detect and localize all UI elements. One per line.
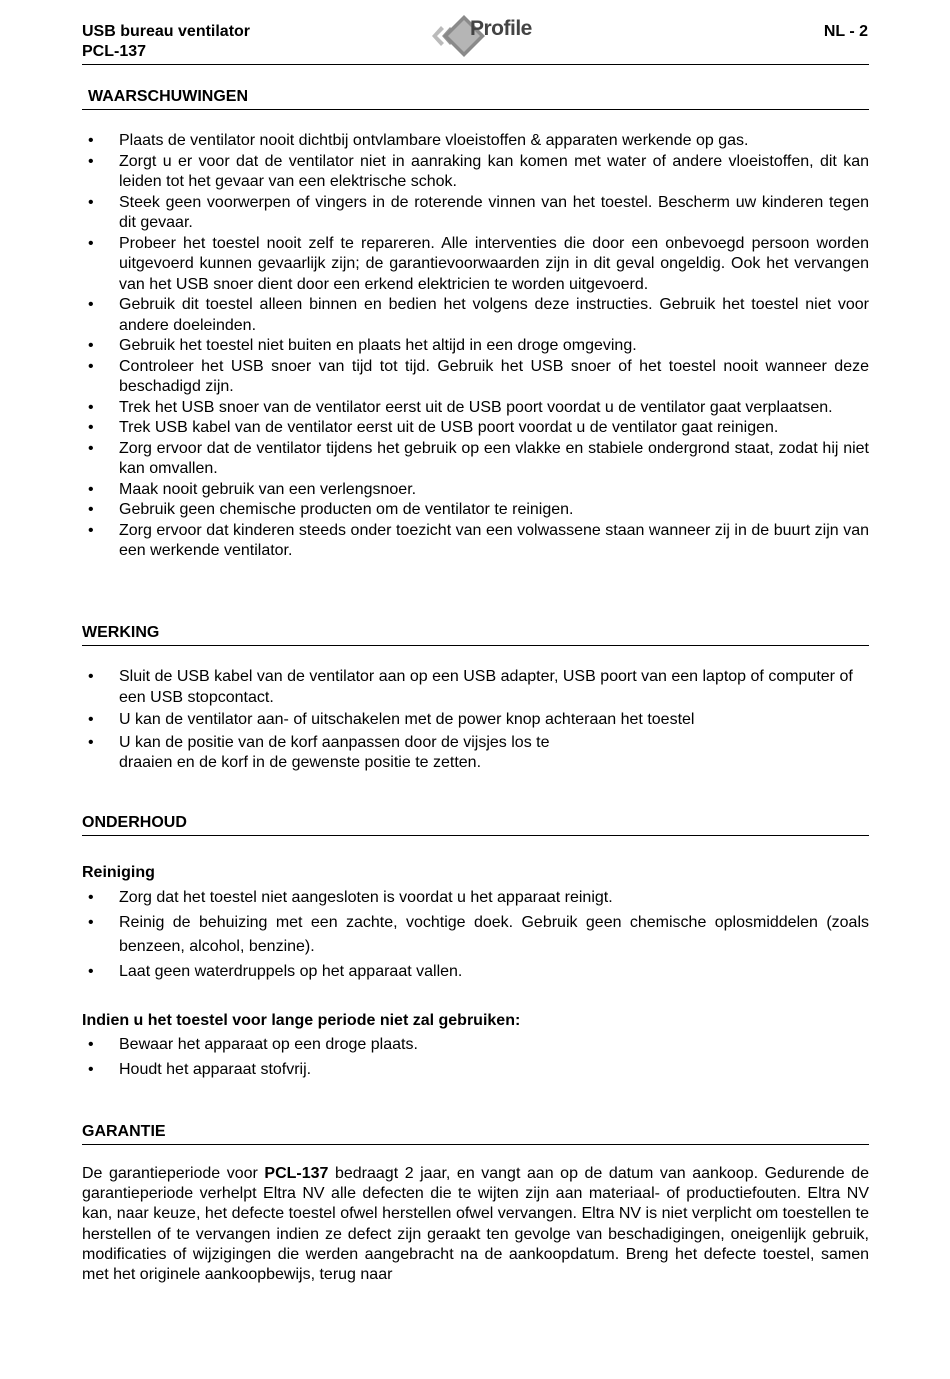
- list-item: • Zorg ervoor dat de ventilator tijdens het gebruik op een vlakke en stabiele ondergrond staat, zodat hij niet kan omvallen.: [82, 439, 869, 480]
- list-item: • Zorg ervoor dat kinderen steeds onder toezicht van een volwassene staan wanneer zij in de buurt zijn van een werkende ventilator.: [82, 521, 869, 562]
- cleaning-list: [82, 886, 869, 984]
- product-title: [82, 22, 250, 62]
- warnings-list: [82, 131, 869, 562]
- list-item: • Zorgt u er voor dat de ventilator niet in aanraking kan komen met water of andere vloeistoffen, dit kan leiden tot het gevaar van een elektrische schok.: [82, 152, 869, 193]
- list-item: • Bewaar het apparaat op een droge plaats.: [82, 1033, 869, 1058]
- warranty-text-rest: bedraagt 2 jaar, en vangt aan op de datum van aankoop. Gedurende de garantieperiode verhelpt Eltra NV alle defecten die te wijten zijn aan materiaal- of productiefouten. Eltra NV kan, naar keuze, het defecte toestel ofwel herstellen ofwel vervangen. Eltra NV is niet verplicht om toestellen te herstellen of te vervangen indien ze defect zijn geraakt ten gevolge van beschadigingen, oneigenlijk gebruik, modificaties of wijzigingen die werden aangebracht na de aankoopdatum. Breng het defecte toestel, samen met het originele aankoopbewijs, terug naar: [82, 1165, 870, 1284]
- section-heading-warnings: WAARSCHUWINGEN: [82, 87, 869, 110]
- profile-logo: [428, 12, 548, 62]
- page-number: NL - 2: [823, 23, 868, 40]
- list-item: • Maak nooit gebruik van een verlengsnoer.: [82, 480, 869, 501]
- logo-text: Profile: [470, 17, 532, 40]
- warranty-paragraph: [82, 1164, 869, 1285]
- product-name: USB bureau ventilator: [82, 23, 251, 40]
- list-item: • Gebruik het toestel niet buiten en plaats het altijd in een droge omgeving.: [82, 336, 869, 357]
- page-header: [82, 17, 869, 65]
- list-item: • Probeer het toestel nooit zelf te repareren. Alle interventies die door een onbevoegd persoon worden uitgevoerd kunnen gevaarlijk zijn; de garantievoorwaarden zijn in dit geval ongeldig. Ook het vervangen van het USB snoer dient door een erkend elektricien te worden uitgevoerd.: [82, 234, 869, 296]
- list-item: • Gebruik dit toestel alleen binnen en bedien het volgens deze instructies. Gebruik het toestel niet voor andere doeleinden.: [82, 295, 869, 336]
- section-heading-operation: WERKING: [82, 623, 869, 646]
- list-item: • Zorg dat het toestel niet aangesloten is voordat u het apparaat reinigt.: [82, 886, 869, 911]
- warranty-text-start: De garantieperiode voor: [82, 1165, 265, 1182]
- list-item: • Houdt het apparaat stofvrij.: [82, 1058, 869, 1083]
- subheading-storage: Indien u het toestel voor lange periode niet zal gebruiken:: [82, 1012, 521, 1029]
- list-item: • Controleer het USB snoer van tijd tot tijd. Gebruik het USB snoer of het toestel nooit wanneer deze beschadigd zijn.: [82, 357, 869, 398]
- product-model: PCL-137: [82, 43, 147, 60]
- list-item: • Trek USB kabel van de ventilator eerst uit de USB poort voordat u de ventilator gaat reinigen.: [82, 418, 869, 439]
- section-heading-maintenance: ONDERHOUD: [82, 813, 869, 836]
- storage-list: [82, 1033, 869, 1082]
- list-item: • Plaats de ventilator nooit dichtbij ontvlambare vloeistoffen & apparaten werkende op gas.: [82, 131, 869, 152]
- list-item: • U kan de ventilator aan- of uitschakelen met de power knop achteraan het toestel: [82, 710, 869, 731]
- list-item: • Reinig de behuizing met een zachte, vochtige doek. Gebruik geen chemische oplosmiddelen (zoals benzeen, alcohol, benzine).: [82, 911, 869, 960]
- subheading-cleaning: Reiniging: [82, 864, 155, 881]
- list-item: • Laat geen waterdruppels op het apparaat vallen.: [82, 960, 869, 985]
- operation-list: [82, 667, 869, 774]
- list-item: • U kan de positie van de korf aanpassen door de vijsjes los te draaien en de korf in de gewenste positie te zetten.: [82, 733, 869, 774]
- section-heading-warranty: GARANTIE: [82, 1122, 869, 1145]
- list-item: • Gebruik geen chemische producten om de ventilator te reinigen.: [82, 500, 869, 521]
- list-item: • Trek het USB snoer van de ventilator eerst uit de USB poort voordat u de ventilator gaat verplaatsen.: [82, 398, 869, 419]
- list-item: • Steek geen voorwerpen of vingers in de roterende vinnen van het toestel. Bescherm uw kinderen tegen dit gevaar.: [82, 193, 869, 234]
- list-item: • Sluit de USB kabel van de ventilator aan op een USB adapter, USB poort van een laptop of computer of een USB stopcontact.: [82, 667, 869, 708]
- warranty-model: PCL-137: [264, 1165, 329, 1182]
